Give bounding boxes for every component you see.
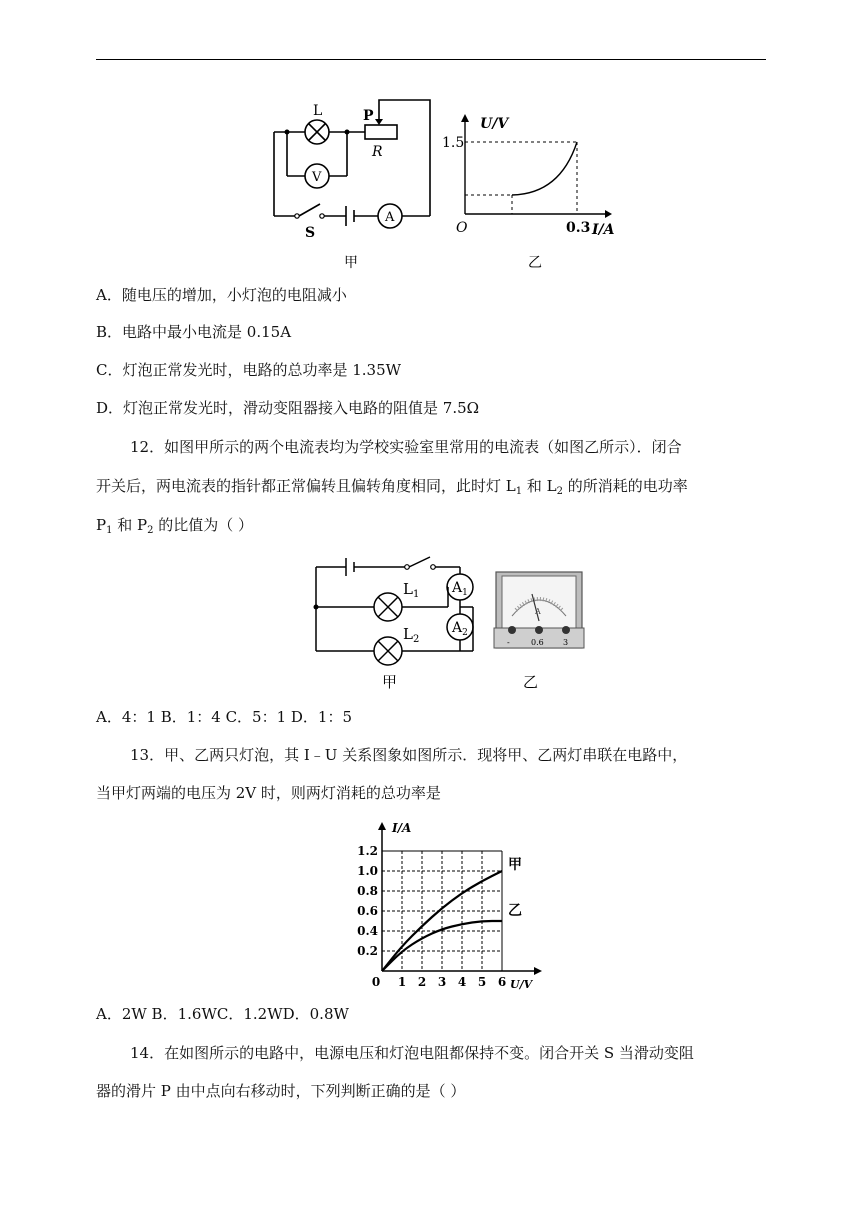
y-tick-label: 1.0 (357, 864, 378, 878)
x-tick-label: 3 (437, 975, 447, 989)
figure-caption-yi: 乙 (523, 673, 539, 691)
terminal-minus: - (507, 638, 510, 647)
q13-text-line1: 13．甲、乙两只灯泡，其 I﹣U 关系图象如图所示．现将甲、乙两灯串联在电路中， (130, 746, 688, 764)
q13-text-line2: 当甲灯两端的电压为 2V 时，则两灯消耗的总功率是 (96, 784, 441, 802)
y-tick-label: 0.2 (357, 944, 378, 958)
header-rule (96, 59, 766, 60)
x-tick-label: 6 (497, 975, 507, 989)
lamp-label: L (313, 103, 323, 119)
x-tick-label: 4 (457, 975, 467, 989)
q13-options: A．2W B．1.6WC．1.2WD．0.8W (96, 1005, 349, 1023)
chart-ylabel: I/A (392, 821, 412, 835)
y-axis-label: U/V (480, 116, 509, 132)
q12-circuit-figure (308, 554, 483, 694)
q12-text-line3: $P_1$ 和 $P_2$ 的比值为（ ） (96, 516, 254, 536)
y-tick-label: 1.5 (442, 135, 465, 151)
q13-iu-chart (352, 818, 552, 990)
q14-text-line1: 14．在如图所示的电路中，电源电压和灯泡电阻都保持不变。闭合开关 S 当滑动变阻 (130, 1044, 694, 1062)
terminal-3: 3 (563, 638, 569, 647)
q11-option-d: D．灯泡正常发光时，滑动变阻器接入电路的阻值是 7.5Ω (96, 399, 480, 417)
x-tick-label: 2 (417, 975, 427, 989)
chart-xlabel: U/V (510, 978, 533, 990)
q14-text-line2: 器的滑片 P 由中点向右移动时，下列判断正确的是（ ） (96, 1082, 466, 1100)
slider-label: P (363, 108, 374, 124)
series-label-甲: 甲 (508, 857, 522, 873)
q12-text-line1: 12．如图甲所示的两个电流表均为学校实验室里常用的电流表（如图乙所示）．闭合 (130, 438, 682, 456)
lamp1-label: $L_1$ (403, 580, 420, 600)
y-tick-label: 0.6 (357, 904, 378, 918)
q12-options: A．4：1 B．1：4 C．5：1 D．1：5 (96, 708, 353, 726)
y-tick-label: 0.8 (357, 884, 378, 898)
x-tick-label: 1 (397, 975, 407, 989)
figure-caption-jia: 甲 (382, 673, 398, 691)
q11-ui-graph (440, 106, 620, 272)
y-tick-label: 0.4 (357, 924, 378, 938)
voltmeter-label: V (312, 170, 322, 185)
figure-caption-jia: 甲 (344, 255, 358, 271)
y-tick-label: 1.2 (357, 844, 378, 858)
q11-option-a: A．随电压的增加，小灯泡的电阻减小 (96, 286, 347, 304)
x-axis-label: I/A (592, 222, 615, 238)
q11-option-b: B．电路中最小电流是 0.15A (96, 323, 292, 341)
figure-caption-yi: 乙 (528, 255, 542, 271)
q11-option-c: C．灯泡正常发光时，电路的总功率是 1.35W (96, 361, 402, 379)
x-tick-label: 0.3 (566, 220, 591, 236)
ammeter1-label: $A_1$ (452, 580, 468, 598)
q12-text-line2: 开关后，两电流表的指针都正常偏转且偏转角度相同，此时灯 $L_1$ 和 $L_2$ 的所消耗的电功率 (96, 477, 688, 497)
terminal-0.6: 0.6 (531, 638, 544, 647)
x-tick-label: 0 (371, 975, 381, 989)
q12-ammeter-picture (490, 566, 590, 694)
rheostat-label: R (372, 144, 383, 160)
series-label-乙: 乙 (508, 903, 522, 919)
q11-circuit-figure (262, 92, 442, 272)
x-tick-label: 5 (477, 975, 487, 989)
ammeter-label: A (385, 210, 395, 225)
origin-label: O (456, 220, 468, 236)
meter-face-unit: A (535, 607, 541, 616)
ammeter2-label: $A_2$ (452, 620, 468, 638)
lamp2-label: $L_2$ (403, 625, 420, 645)
switch-label: S (305, 225, 316, 241)
